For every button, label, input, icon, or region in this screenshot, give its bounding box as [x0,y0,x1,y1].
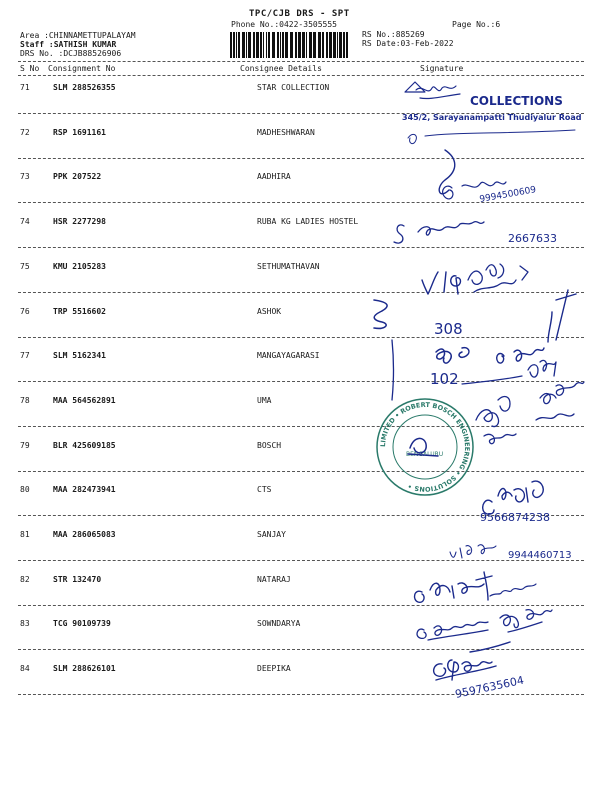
row-divider [18,158,584,159]
row-consignee: RUBA KG LADIES HOSTEL [257,217,359,226]
barcode-bar [337,32,338,58]
row-sno: 78 [20,396,30,405]
row-consignment-no: MAA 286065083 [53,530,116,539]
stamp-text: COLLECTIONS [470,94,563,108]
row-sno: 82 [20,575,30,584]
row-consignment-no: KMU 2105283 [53,262,106,271]
barcode-bar [313,32,316,58]
signature-74 [394,222,484,244]
barcode-bar [333,32,336,58]
barcode-bar [253,32,255,58]
page-number: Page No.:6 [452,20,501,29]
row-consignee: MANGAYAGARASI [257,351,320,360]
barcode-bar [260,32,262,58]
signature-77c [528,360,556,377]
signature-83b [500,610,552,632]
row-consignment-no: SLM 288526355 [53,83,116,92]
barcode-bar [238,32,240,58]
barcode-bar [306,32,307,58]
barcode-bar [326,32,328,58]
row-sno: 84 [20,664,30,673]
signature-75a [422,272,461,294]
barcode-bar [285,32,288,58]
barcode-bar [295,32,297,58]
row-divider [18,471,584,472]
stamp-center-text: BENGALURU [406,451,444,458]
underline-77 [462,376,522,384]
signature-78a [476,397,516,444]
row-divider [18,560,584,561]
signature-77a [436,348,469,363]
handwritten-phone-74: 2667633 [508,232,557,245]
row-consignee: STAR COLLECTION [257,83,330,92]
barcode-bar [246,32,247,58]
barcode-bar [268,32,270,58]
barcode-bar [318,32,321,58]
row-divider [18,605,584,606]
row-consignee: UMA [257,396,272,405]
row-sno: 77 [20,351,30,360]
handwritten-phone-84: 9597635604 [453,673,526,701]
row-divider [18,202,584,203]
rs-number: RS No.:885269 [362,30,425,39]
row-consignee: NATARAJ [257,575,291,584]
bosch-stamp [377,399,473,495]
bracket-line [392,340,394,400]
stamp-ring-text: LIMITED • ROBERT BOSCH ENGINEERING • SOLUTIONS • [378,400,472,494]
row-consignment-no: PPK 207522 [53,172,102,181]
barcode-bar [302,32,305,58]
row-consignee: SETHUMATHAVAN [257,262,320,271]
col-header-signature: Signature [420,64,464,73]
row-sno: 83 [20,619,30,628]
staff-field: Staff :SATHISH KUMAR [20,40,117,49]
col-header-consignment: Consignment No [48,64,116,73]
row-sno: 75 [20,262,30,271]
col-header-sno: S No [20,64,40,73]
col-header-consignee: Consignee Details [240,64,322,73]
area-field: Area :CHINNAMETTUPALAYAM [20,31,136,40]
row-consignee: BOSCH [257,441,282,450]
barcode-bar [233,32,235,58]
row-sno: 72 [20,128,30,137]
divider [18,75,584,76]
barcode-bar [290,32,293,58]
signature-72b [439,150,455,194]
document-title: TPC/CJB DRS - SPT [249,9,350,19]
handwritten-number-77a: 308 [434,320,463,338]
row-divider [18,426,584,427]
phone-number: Phone No.:0422-3505555 [231,20,337,29]
barcode-bar [282,32,284,58]
signature-72 [408,130,575,144]
row-consignment-no: STR 132470 [53,575,102,584]
row-divider [18,292,584,293]
signature-84 [434,642,510,680]
row-sno: 80 [20,485,30,494]
row-sno: 79 [20,441,30,450]
row-sno: 81 [20,530,30,539]
row-consignee: SANJAY [257,530,286,539]
barcode-bar [322,32,324,58]
signature-75b [468,264,528,292]
barcode-bar [266,32,267,58]
handwritten-phone-81: 9944460713 [508,550,572,561]
star-logo-icon [405,82,425,92]
barcode-bar [339,32,342,58]
row-consignment-no: MAA 282473941 [53,485,116,494]
row-divider [18,247,584,248]
row-consignment-no: SLM 288626101 [53,664,116,673]
barcode-bar [248,32,251,58]
barcode-bar [236,32,237,58]
barcode-bar [343,32,345,58]
barcode-bar [277,32,279,58]
star-collection-stamp [402,82,582,122]
handwritten-phone-73: 9994500609 [478,185,537,205]
row-sno: 73 [20,172,30,181]
row-consignee: ASHOK [257,307,282,316]
barcode-bar [298,32,301,58]
barcode-bar [230,32,232,58]
signature-83a [417,622,488,640]
barcode-bar [309,32,312,58]
barcode-bar [346,32,348,58]
signature-77b [497,290,576,363]
row-consignment-no: TCG 90109739 [53,619,111,628]
handwritten-phone-80: 9566874238 [480,511,550,524]
row-sno: 74 [20,217,30,226]
row-sno: 71 [20,83,30,92]
drs-number: DRS No. :DCJB88526906 [20,49,122,58]
row-divider [18,337,584,338]
row-divider [18,649,584,650]
row-consignment-no: MAA 564562891 [53,396,116,405]
signature-82 [415,572,492,602]
barcode [229,32,350,58]
row-consignment-no: TRP 5516602 [53,307,106,316]
rs-date: RS Date:03-Feb-2022 [362,39,454,48]
barcode-bar [263,32,264,58]
handwritten-number-77b: 102 [430,370,459,388]
row-consignee: SOWNDARYA [257,619,301,628]
divider [18,61,584,62]
row-consignment-no: BLR 425609185 [53,441,116,450]
row-divider [18,694,584,695]
barcode-bar [280,32,281,58]
row-consignment-no: RSP 1691161 [53,128,106,137]
barcode-bar [272,32,275,58]
barcode-bar [256,32,259,58]
row-sno: 76 [20,307,30,316]
row-consignee: MADHESHWARAN [257,128,315,137]
barcode-bar [329,32,332,58]
row-consignee: AADHIRA [257,172,291,181]
signature-80 [483,481,544,514]
signature-76 [374,300,387,328]
stamp-address: 345/2, Sarayanampatti Thudiyalur Road [402,113,582,122]
signature-81 [450,545,496,558]
row-consignee: CTS [257,485,272,494]
row-divider [18,381,584,382]
row-consignee: DEEPIKA [257,664,291,673]
barcode-bar [242,32,245,58]
row-consignment-no: SLM 5162341 [53,351,106,360]
phone-scribble-82 [490,584,536,596]
row-consignment-no: HSR 2277298 [53,217,106,226]
signature-78b [536,382,584,420]
